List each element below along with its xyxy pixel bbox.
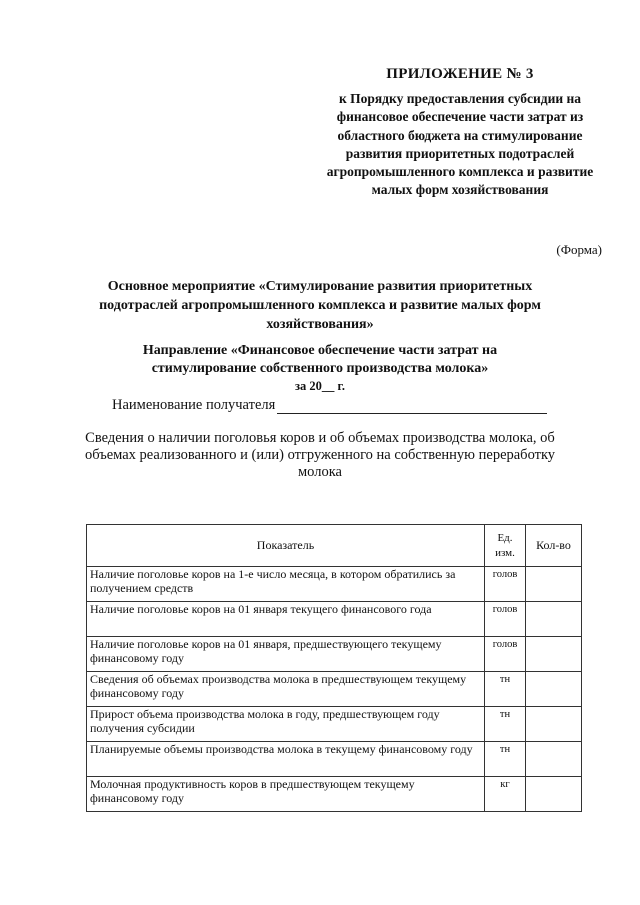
- table-row: [87, 637, 582, 672]
- table-row: [87, 777, 582, 812]
- indicator-cell: Прирост объема производства молока в году, предшествующем году получения субсидии: [87, 707, 485, 742]
- table-row: [87, 742, 582, 777]
- table-row: [87, 672, 582, 707]
- unit-cell: голов: [485, 567, 526, 602]
- recipient-label: Наименование получателя: [112, 397, 276, 413]
- header-quantity: Кол-во: [526, 525, 582, 567]
- indicators-table: [86, 524, 582, 812]
- header-indicator: Показатель: [87, 525, 485, 567]
- appendix-title: ПРИЛОЖЕНИЕ № 3: [386, 66, 534, 82]
- form-note: (Форма): [556, 242, 602, 257]
- main-event-heading: Основное мероприятие «Стимулирование развития приоритетных подотраслей агропромышленного комплекса и развитие малых форм хозяйствования»: [99, 279, 541, 332]
- unit-cell: голов: [485, 602, 526, 637]
- table-row: [87, 602, 582, 637]
- unit-cell: голов: [485, 637, 526, 672]
- indicator-cell: Молочная продуктивность коров в предшествующем текущему финансовому году: [87, 777, 485, 812]
- quantity-cell[interactable]: [526, 777, 582, 812]
- recipient-field: [112, 397, 547, 414]
- table-header-row: [87, 525, 582, 567]
- quantity-cell[interactable]: [526, 602, 582, 637]
- table-row: [87, 707, 582, 742]
- report-year: за 20__ г.: [295, 379, 345, 393]
- indicator-cell: Наличие поголовье коров на 01 января текущего финансового года: [87, 602, 485, 637]
- unit-cell: тн: [485, 672, 526, 707]
- info-heading: Сведения о наличии поголовья коров и об объемах производства молока, об объемах реализованного и (или) отгруженного на собственную переработку молока: [84, 430, 556, 480]
- direction-heading: Направление «Финансовое обеспечение части затрат на стимулирование собственного производства молока»: [142, 343, 498, 376]
- quantity-cell[interactable]: [526, 742, 582, 777]
- unit-cell: кг: [485, 777, 526, 812]
- indicator-cell: Планируемые объемы производства молока в текущему финансовому году: [87, 742, 485, 777]
- indicator-cell: Наличие поголовье коров на 1-е число месяца, в котором обратились за получением средств: [87, 567, 485, 602]
- recipient-blank-line[interactable]: [277, 399, 547, 414]
- appendix-subtitle: к Порядку предоставления субсидии на финансовое обеспечение части затрат из областного бюджета на стимулирование развития приоритетных подотраслей агропромышленного комплекса и развитие малых форм хозяйствования: [326, 91, 594, 198]
- quantity-cell[interactable]: [526, 567, 582, 602]
- quantity-cell[interactable]: [526, 672, 582, 707]
- header-unit: Ед. изм.: [485, 525, 526, 567]
- unit-cell: тн: [485, 707, 526, 742]
- indicator-cell: Наличие поголовье коров на 01 января, предшествующего текущему финансовому году: [87, 637, 485, 672]
- quantity-cell[interactable]: [526, 707, 582, 742]
- table-row: [87, 567, 582, 602]
- indicator-cell: Сведения об объемах производства молока в предшествующем текущему финансовому году: [87, 672, 485, 707]
- quantity-cell[interactable]: [526, 637, 582, 672]
- unit-cell: тн: [485, 742, 526, 777]
